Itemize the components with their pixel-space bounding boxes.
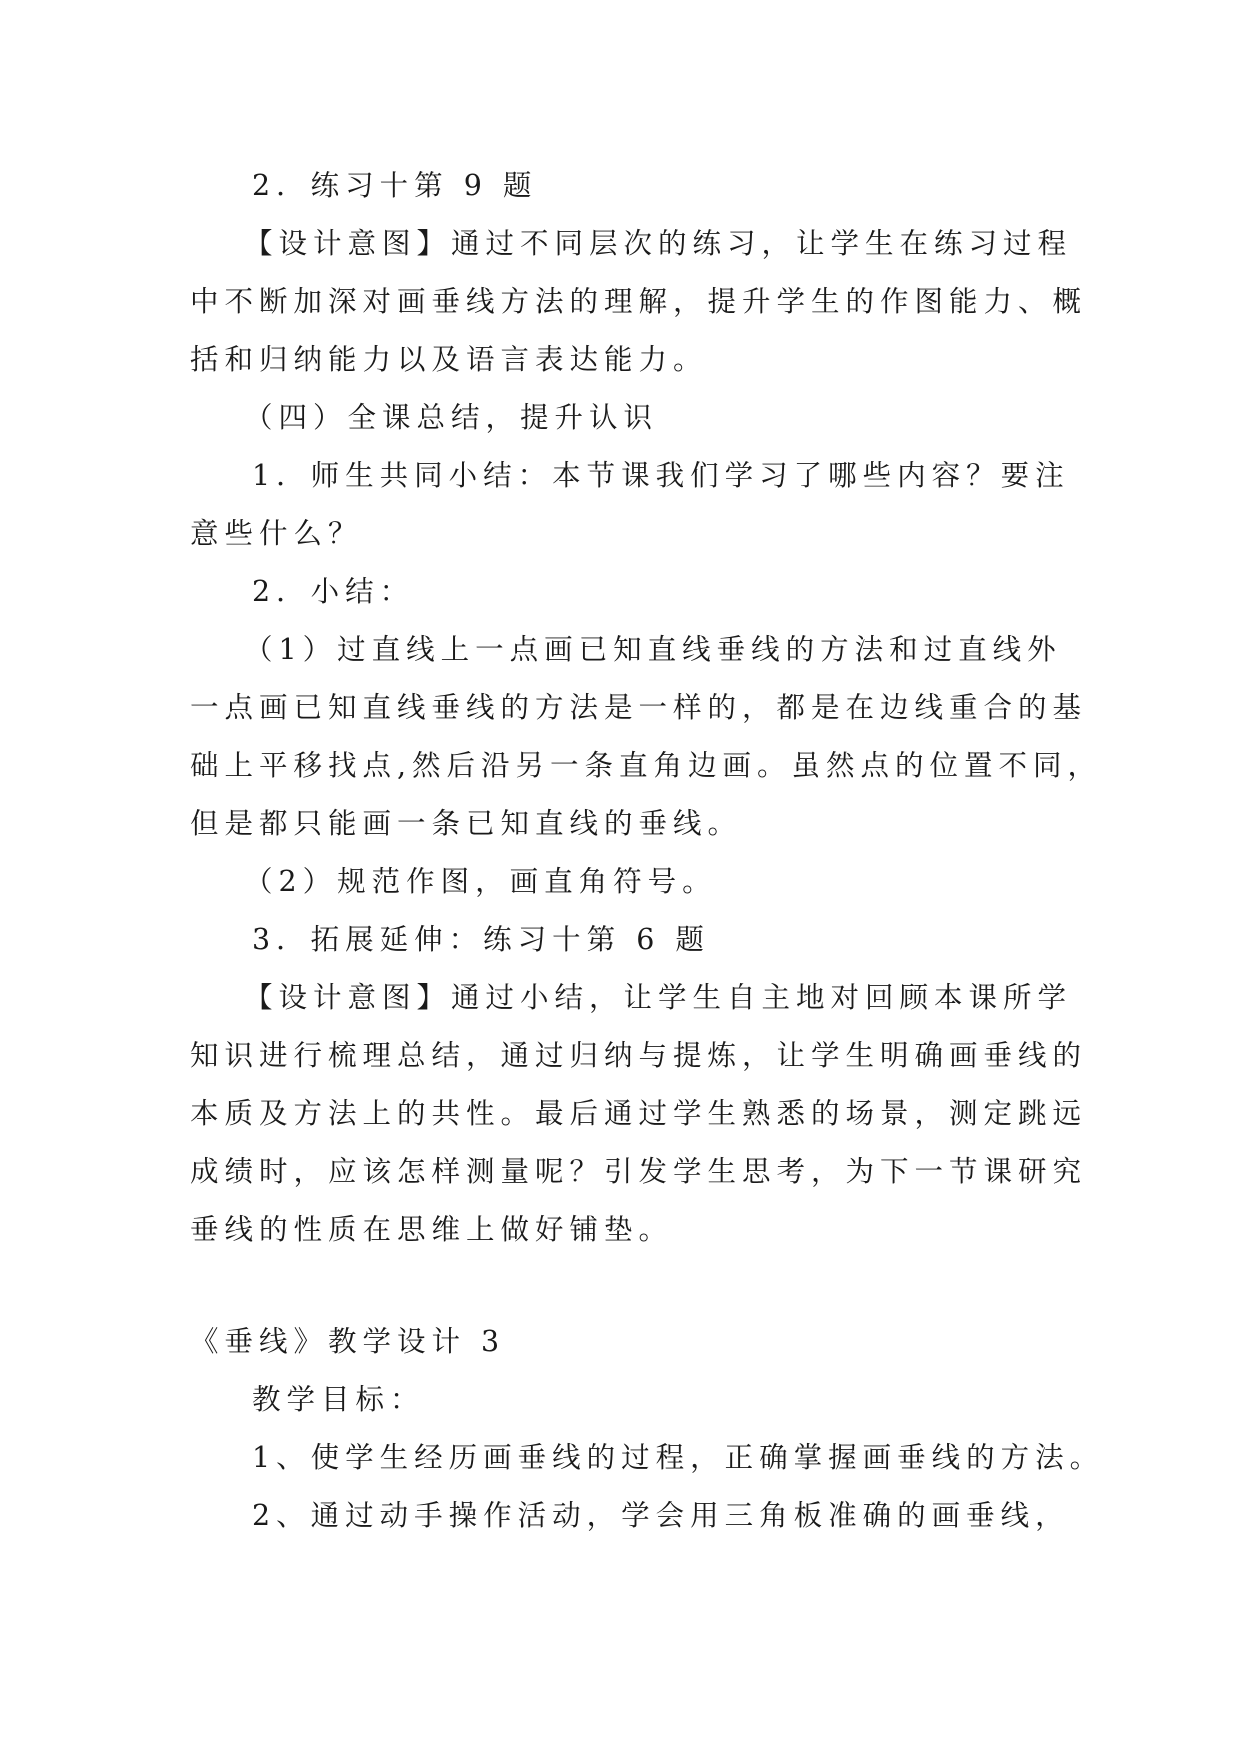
item-heading-extension: 3．拓展延伸：练习十第 6 题 — [252, 923, 710, 956]
paragraph-line: 成绩时，应该怎样测量呢？引发学生思考，为下一节课研究 — [190, 1155, 1088, 1188]
paragraph-line: 知识进行梳理总结，通过归纳与提炼，让学生明确画垂线的 — [190, 1039, 1088, 1072]
objective-item-1: 1、使学生经历画垂线的过程，正确掌握画垂线的方法。 — [252, 1441, 1105, 1474]
paragraph-line: 中不断加深对画垂线方法的理解，提升学生的作图能力、概 — [190, 285, 1088, 318]
paragraph-line: 括和归纳能力以及语言表达能力。 — [190, 343, 708, 376]
design-intent-paragraph-2: 【设计意图】通过小结，让学生自主地对回顾本课所学 — [244, 981, 1073, 1014]
paragraph-line: 1．师生共同小结：本节课我们学习了哪些内容？要注 — [252, 459, 1070, 492]
section-heading-summary: （四）全课总结，提升认识 — [244, 401, 659, 434]
paragraph-line: 但是都只能画一条已知直线的垂线。 — [190, 807, 743, 840]
paragraph-line: 垂线的性质在思维上做好铺垫。 — [190, 1213, 674, 1246]
teaching-objectives-label: 教学目标： — [252, 1383, 425, 1416]
design-intent-paragraph-1: 【设计意图】通过不同层次的练习，让学生在练习过程 — [244, 227, 1073, 260]
paragraph-line: 础上平移找点,然后沿另一条直角边画。虽然点的位置不同， — [190, 749, 1103, 782]
paragraph-line: 本质及方法上的共性。最后通过学生熟悉的场景，测定跳远 — [190, 1097, 1088, 1130]
paragraph-line: 意些什么？ — [190, 517, 363, 550]
item-heading-summary: 2．小结： — [252, 575, 415, 608]
objective-item-2: 2、通过动手操作活动，学会用三角板准确的画垂线， — [252, 1499, 1070, 1532]
item-heading-exercise-9: 2．练习十第 9 题 — [252, 169, 538, 202]
paragraph-line: （1）过直线上一点画已知直线垂线的方法和过直线外 — [244, 633, 1062, 666]
paragraph-line: 一点画已知直线垂线的方法是一样的，都是在边线重合的基 — [190, 691, 1088, 724]
document-title: 《垂线》教学设计 3 — [190, 1325, 506, 1358]
paragraph-line: （2）规范作图，画直角符号。 — [244, 865, 717, 898]
